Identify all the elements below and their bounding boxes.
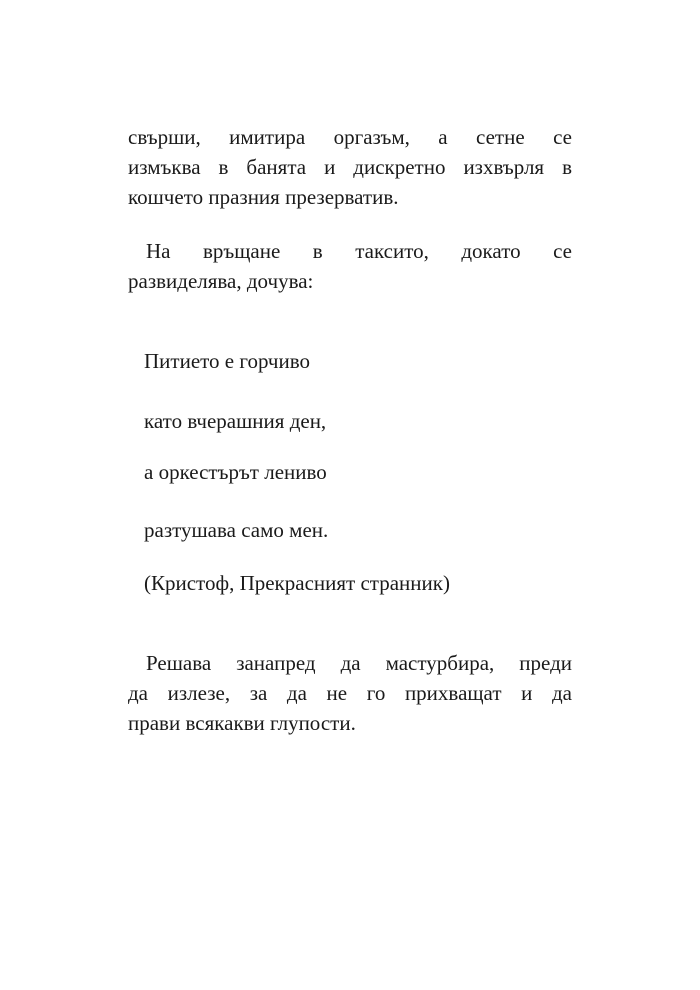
text-line: прави всякакви глупости. [128, 711, 356, 735]
book-page [128, 0, 572, 990]
text-line: Решава занапред да мастурбира, преди [146, 651, 572, 675]
paragraph-3 [128, 648, 572, 738]
verse-attribution: (Кристоф, Прекрасният странник) [144, 571, 450, 595]
verse-line: разтушава само мен. [144, 518, 329, 542]
verse-line: като вчерашния ден, [144, 409, 327, 433]
paragraph-2 [128, 236, 572, 296]
text-line: кошчето празния презерватив. [128, 185, 399, 209]
paragraph-1 [128, 122, 572, 212]
verse-line: а оркестърът лениво [144, 460, 327, 484]
text-line: измъква в банята и дискретно изхвърля в [128, 155, 572, 179]
text-line: свърши, имитира оргазъм, а сетне се [128, 125, 572, 149]
verse-line: Питието е горчиво [144, 349, 311, 373]
text-line: да излезе, за да не го прихващат и да [128, 681, 572, 705]
text-line: На връщане в таксито, докато се [146, 239, 572, 263]
text-line: развиделява, дочува: [128, 269, 314, 293]
